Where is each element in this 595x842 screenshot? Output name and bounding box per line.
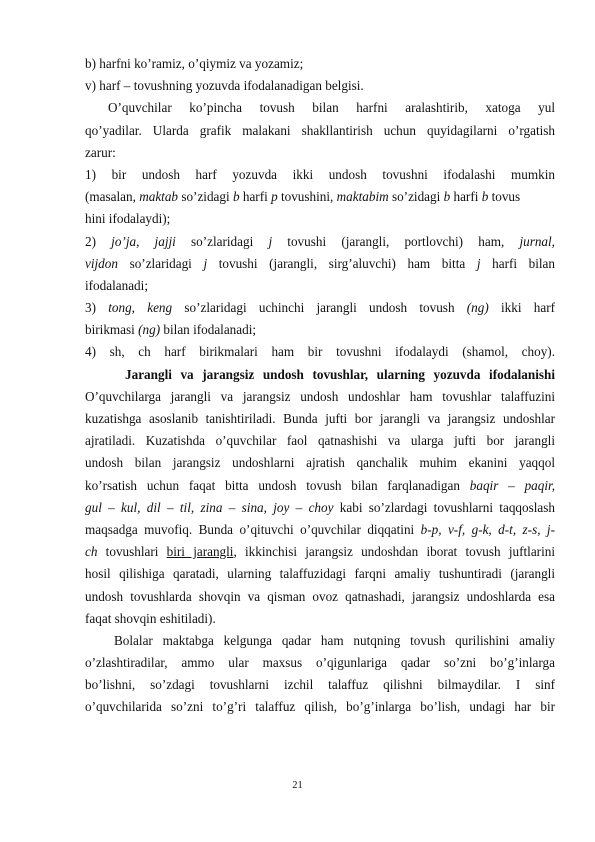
text-run: tovushi (jarangli, portlovchi) ham, xyxy=(272,233,520,249)
text-line-7 xyxy=(85,186,555,208)
text-run: qo’yadilar. Ularda grafik malakani shakllantirish uchun quyidagilarni o’rgatish xyxy=(85,122,555,138)
text-line-14 xyxy=(85,341,555,363)
text-line-4 xyxy=(85,120,555,142)
text-run: tong, keng xyxy=(108,300,173,316)
text-run: hosil qilishiga qaratadi, ularning talaffuzidagi farqni amaliy tushuntiradi (jarangli xyxy=(85,566,555,582)
text-run: hini ifodalaydi); xyxy=(85,211,171,227)
text-run: b xyxy=(232,189,240,205)
text-run: harfi xyxy=(239,189,272,205)
text-run: O’quvchilar ko’pincha tovush bilan harfni aralashtirib, xatoga yul xyxy=(108,100,555,116)
text-line-27 xyxy=(85,630,555,652)
text-run: b) harfni ko’ramiz, o’qiymiz va yozamiz; xyxy=(85,56,304,71)
text-line-3 xyxy=(85,97,555,119)
text-line-28 xyxy=(85,652,555,674)
text-run: o’zlashtiradilar, ammo ular maxsus o’qigunlariga qadar so’zni bo’g’inlarga xyxy=(85,655,555,671)
text-line-8 xyxy=(85,208,555,230)
text-run: o’quvchilarida so’zni to’g’ri talaffuz qilish, bo’g’inlarga bo’lish, undagi har bir xyxy=(85,699,555,715)
text-run: baqir – paqir, xyxy=(469,477,555,493)
text-run: Jarangli va jarangsiz undosh tovushlar, ularning yozuvda ifodalanishi xyxy=(125,366,555,382)
text-run: bo’lishni, so’zdagi tovushlarni izchil talaffuz qilishni bilmaydilar. I sinf xyxy=(85,677,555,693)
text-run: O’quvchilarga jarangli va jarangsiz undosh undoshlar ham tovushlar talaffuzini xyxy=(85,388,555,404)
text-run: biri jarangli xyxy=(166,544,234,560)
text-run: maqsadga muvofiq. Bunda o’qituvchi o’quvchilar diqqatini xyxy=(85,521,421,537)
text-run: so’zidagi xyxy=(178,189,233,205)
text-run: (ng) xyxy=(138,322,161,338)
text-line-23 xyxy=(85,541,555,563)
text-run: maktab xyxy=(139,189,179,205)
text-run: tovushi (jarangli, sirg’aluvchi) ham bitta xyxy=(207,255,477,271)
text-run: ko’rsatish uchun faqat bitta undosh tovush bilan farqlanadigan xyxy=(85,477,470,493)
text-run: b-p, v-f, g-k, d-t, z-s, j- xyxy=(420,521,555,537)
text-run: so’zidagi xyxy=(388,189,444,205)
text-line-20 xyxy=(85,475,555,497)
text-line-1 xyxy=(85,53,555,75)
text-line-29 xyxy=(85,674,555,696)
text-run: vijdon xyxy=(85,255,118,271)
text-run: Bolalar maktabga kelgunga qadar ham nutqning tovush qurilishini amaliy xyxy=(114,632,555,648)
text-line-2 xyxy=(85,75,555,97)
text-line-19 xyxy=(85,452,555,474)
text-run: 1) bir undosh harf yozuvda ikki undosh tovushni ifodalashi mumkin xyxy=(85,166,555,182)
text-run: (ng) xyxy=(466,300,489,316)
text-line-25 xyxy=(85,586,555,608)
text-run: j xyxy=(268,233,273,249)
text-line-22 xyxy=(85,519,555,541)
text-run: so’zlaridagi xyxy=(117,255,204,271)
text-run: undosh bilan jarangsiz undoshlarni ajratish qanchalik muhim ekanini yaqqol xyxy=(85,455,555,471)
text-run: zarur: xyxy=(85,144,116,160)
text-run: gul – kul, dil – til, zina – sina, joy – choy xyxy=(85,499,334,515)
text-run: tovus xyxy=(488,189,521,205)
text-run: 2) xyxy=(85,233,112,249)
text-run: so’zlaridagi uchinchi jarangli undosh tovush xyxy=(172,300,467,316)
text-run: 3) xyxy=(85,300,109,316)
text-run: harfi bilan xyxy=(480,255,555,271)
text-line-10 xyxy=(85,253,555,275)
text-line-13 xyxy=(85,319,555,341)
text-run: jurnal, xyxy=(519,233,555,249)
page-number: 21 xyxy=(292,780,303,791)
text-run: , ikkinchisi jarangsiz undoshdan iborat tovush juftlarini xyxy=(233,544,555,560)
text-line-24 xyxy=(85,563,555,585)
text-line-17 xyxy=(85,408,555,430)
text-run: kabi so’zlardagi tovushlarni taqqoslash xyxy=(333,499,555,515)
text-run: v) harf – tovushning yozuvda ifodalanadigan belgisi. xyxy=(85,78,364,94)
text-line-26 xyxy=(85,608,555,630)
text-run: birikmasi xyxy=(85,322,139,338)
text-run: tovushlari xyxy=(97,544,167,560)
text-run: faqat shovqin eshitiladi). xyxy=(85,610,216,626)
text-run: b xyxy=(443,189,451,205)
text-line-16 xyxy=(85,386,555,408)
text-run: undosh tovushlarda shovqin va qisman ovoz qatnashadi, jarangsiz undoshlarda esa xyxy=(85,588,555,604)
text-run: ch xyxy=(85,544,98,560)
text-line-18 xyxy=(85,430,555,452)
text-line-9 xyxy=(85,231,555,253)
section-heading xyxy=(85,364,555,386)
text-run: (masalan, xyxy=(85,189,140,205)
text-run: tovushini, xyxy=(277,189,337,205)
text-run: p xyxy=(271,189,278,205)
text-run: j xyxy=(203,255,208,271)
text-run: ikki harf xyxy=(488,300,555,316)
text-run: kuzatishga asoslanib tanishtiriladi. Bunda jufti bor jarangli va jarangsiz undoshlar xyxy=(85,411,555,426)
text-line-5 xyxy=(85,142,555,164)
text-line-30 xyxy=(85,696,555,718)
text-line-11 xyxy=(85,275,555,297)
text-run: so’zlaridagi xyxy=(175,233,269,249)
text-run: ajratiladi. Kuzatishda o’quvchilar faol qatnashishi va ularga jufti bor jarangli xyxy=(85,433,555,449)
text-run: bilan ifodalanadi; xyxy=(160,322,257,338)
text-run: jo’ja, jajji xyxy=(111,233,176,249)
text-run: j xyxy=(476,255,481,271)
text-run: 4) sh, ch harf birikmalari ham bir tovushni ifodalaydi (shamol, choy). xyxy=(85,344,555,360)
text-run: b xyxy=(481,189,489,205)
text-line-6 xyxy=(85,164,555,186)
document-body xyxy=(85,53,555,719)
text-line-12 xyxy=(85,297,555,319)
text-run: ifodalanadi; xyxy=(85,277,148,293)
text-run: harfi xyxy=(450,189,482,205)
text-line-21 xyxy=(85,497,555,519)
text-run: maktabim xyxy=(336,189,389,205)
